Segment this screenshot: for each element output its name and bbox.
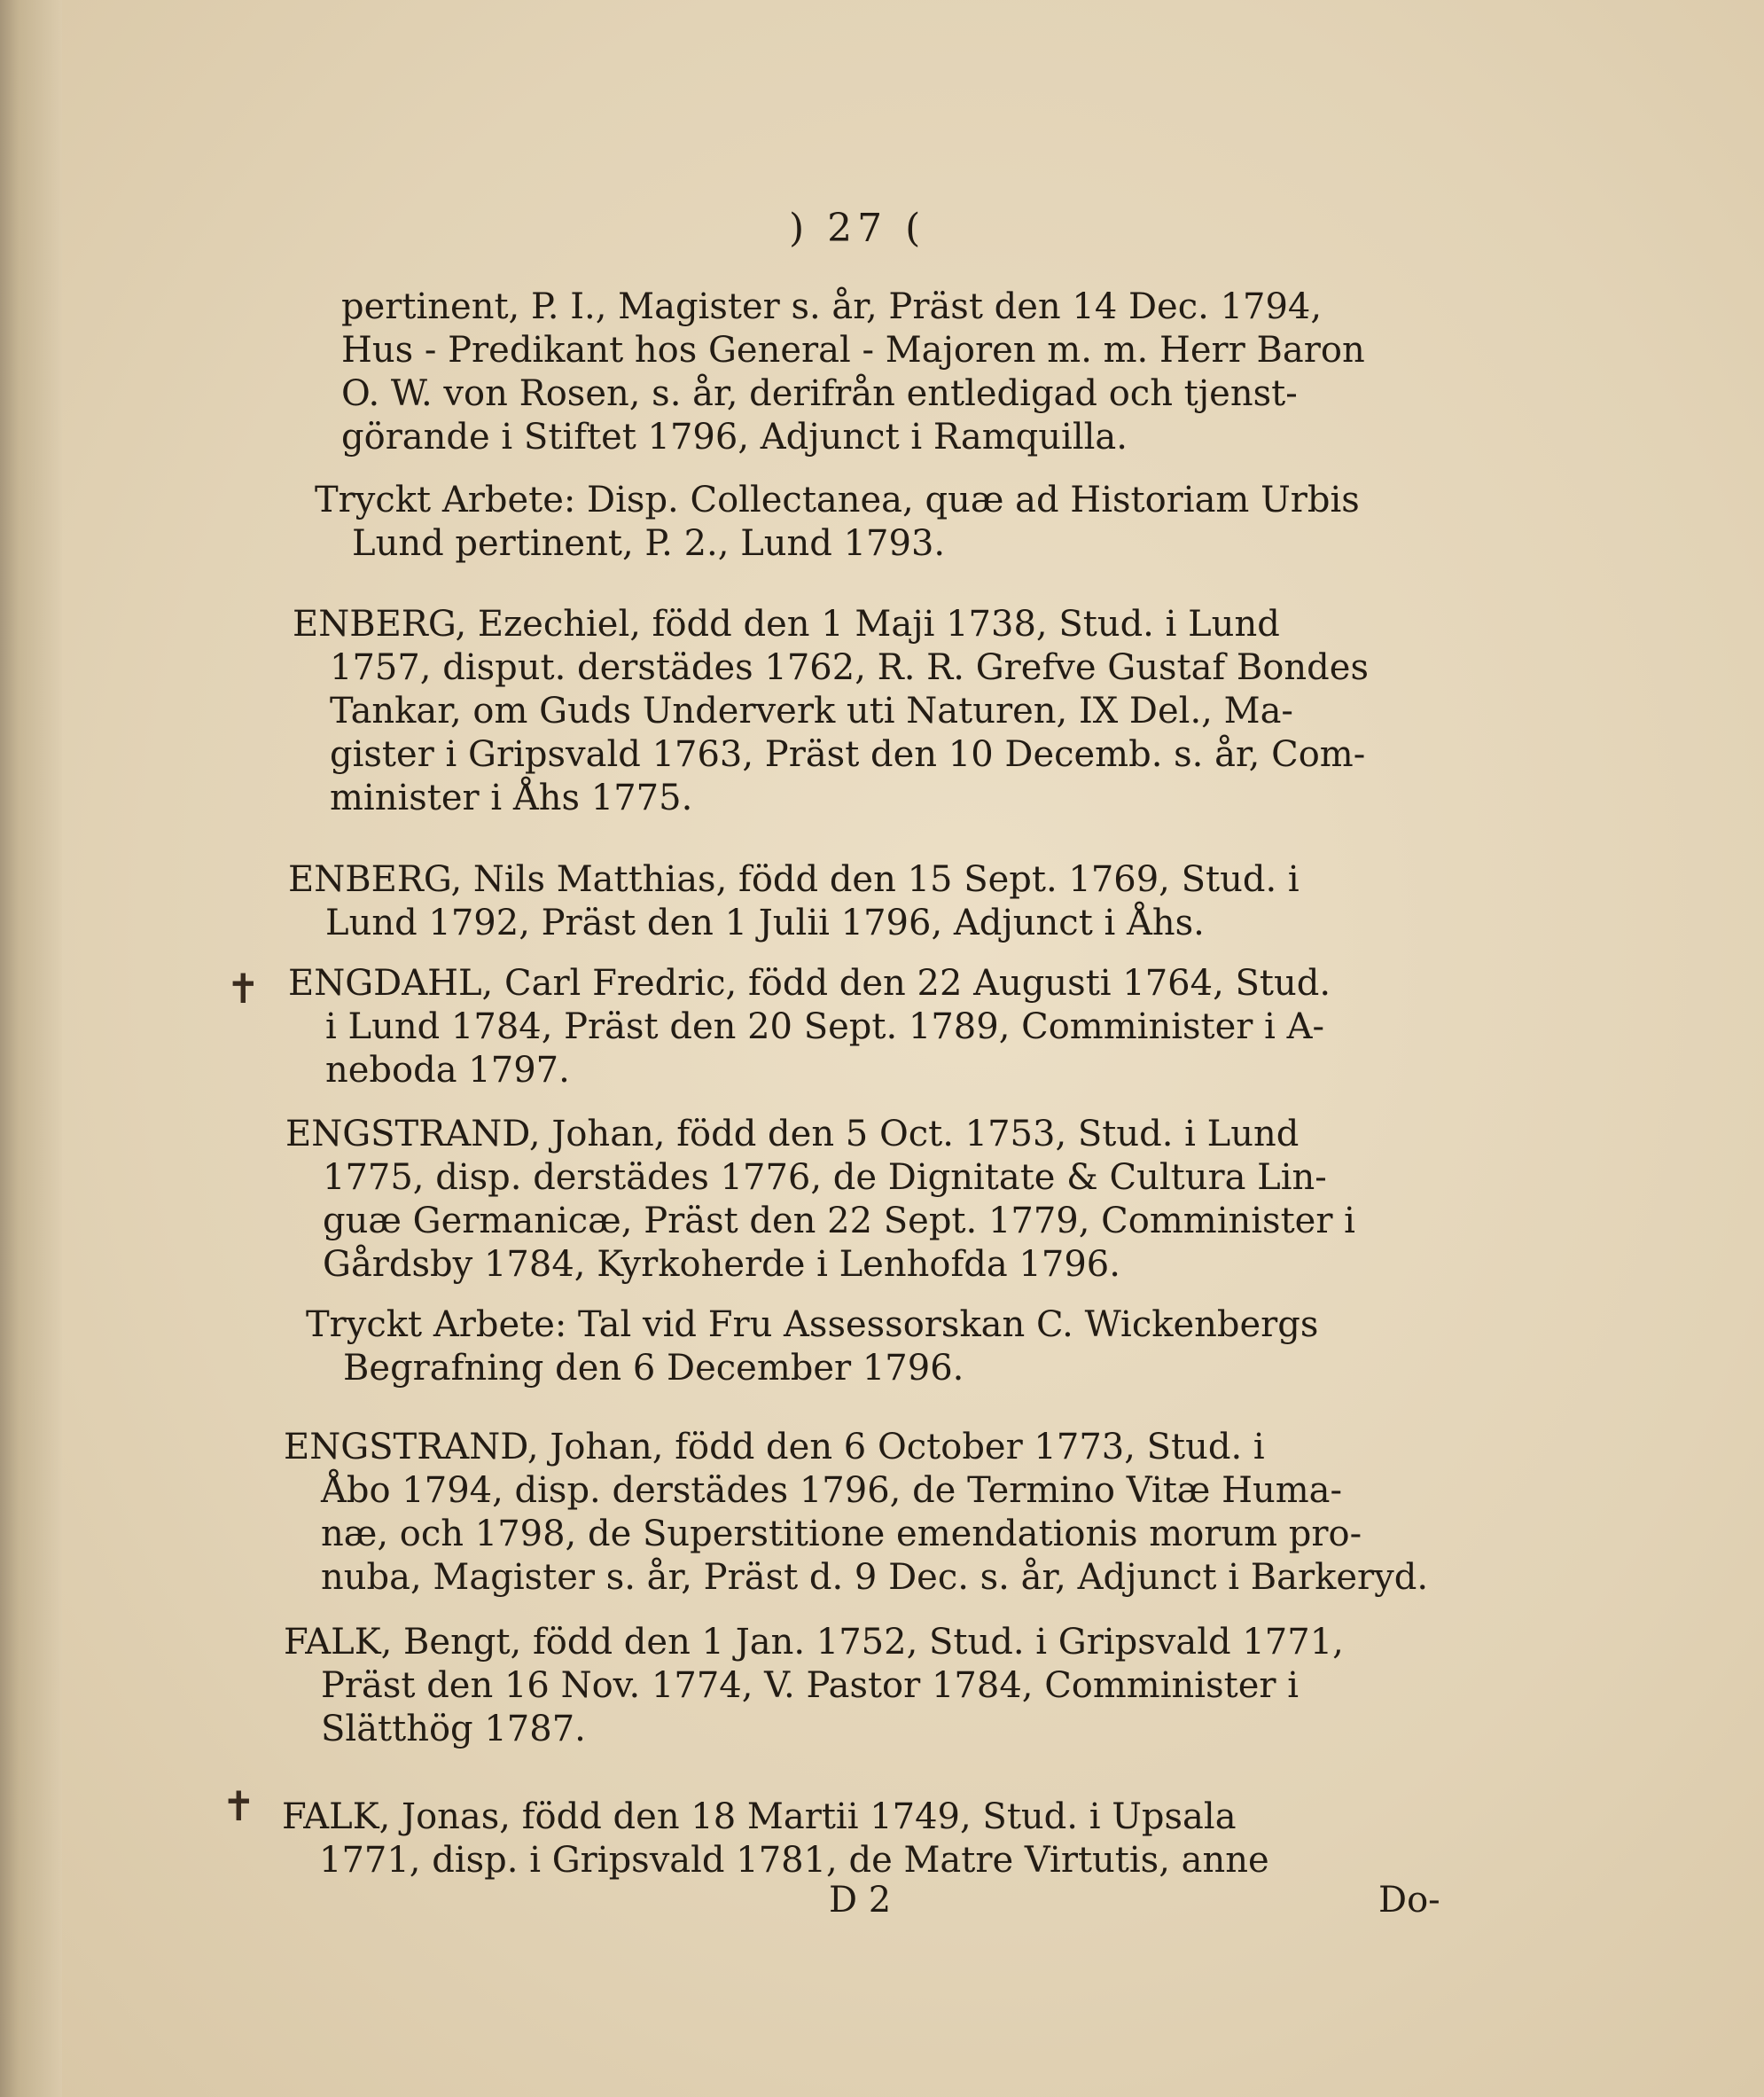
page-number: ) 27 ( bbox=[789, 206, 926, 251]
signature-mark: D 2 bbox=[829, 1880, 892, 1921]
text-line: ENBERG, Ezechiel, född den 1 Maji 1738, Stud. i Lund bbox=[293, 604, 1280, 645]
text-line: ENBERG, Nils Matthias, född den 15 Sept. 1769, Stud. i bbox=[288, 859, 1300, 900]
text-line: 1775, disp. derstädes 1776, de Dignitate & Cultura Lin- bbox=[323, 1157, 1327, 1198]
text-line: Tryckt Arbete: Disp. Collectanea, quæ ad Historiam Urbis bbox=[315, 480, 1360, 520]
binding-gutter bbox=[0, 0, 62, 2097]
marginal-cross-mark: ✝ bbox=[222, 1782, 256, 1830]
text-line: neboda 1797. bbox=[325, 1050, 570, 1091]
text-line: görande i Stiftet 1796, Adjunct i Ramquilla. bbox=[341, 417, 1128, 458]
text-line: Lund 1792, Präst den 1 Julii 1796, Adjunct i Åhs. bbox=[325, 903, 1205, 943]
text-line: O. W. von Rosen, s. år, derifrån entledigad och tjenst- bbox=[341, 373, 1298, 414]
entry-printed-work bbox=[315, 479, 1360, 566]
text-line: minister i Åhs 1775. bbox=[330, 778, 693, 818]
entry-enberg-ezechiel bbox=[293, 603, 1369, 820]
text-line: 1771, disp. i Gripsvald 1781, de Matre Virtutis, anne bbox=[319, 1840, 1269, 1881]
entry-continuation bbox=[341, 286, 1365, 459]
text-line: guæ Germanicæ, Präst den 22 Sept. 1779, Comminister i bbox=[323, 1201, 1355, 1241]
entry-enberg-nils bbox=[288, 858, 1300, 945]
entry-engdahl bbox=[288, 962, 1331, 1092]
entry-printed-work-2 bbox=[306, 1303, 1318, 1390]
entry-engstrand-1753 bbox=[285, 1113, 1355, 1287]
text-line: Åbo 1794, disp. derstädes 1796, de Termino Vitæ Huma- bbox=[321, 1470, 1343, 1511]
text-line: næ, och 1798, de Superstitione emendationis morum pro- bbox=[321, 1514, 1362, 1554]
text-line: gister i Gripsvald 1763, Präst den 10 Decemb. s. år, Com- bbox=[330, 734, 1366, 775]
text-line: pertinent, P. I., Magister s. år, Präst den 14 Dec. 1794, bbox=[341, 286, 1323, 327]
marginal-cross-mark: ✝ bbox=[226, 965, 261, 1013]
text-line: FALK, Jonas, född den 18 Martii 1749, Stud. i Upsala bbox=[282, 1796, 1237, 1837]
text-line: Hus - Predikant hos General - Majoren m. m. Herr Baron bbox=[341, 330, 1365, 371]
text-line: Präst den 16 Nov. 1774, V. Pastor 1784, Comminister i bbox=[321, 1665, 1299, 1706]
text-line: ENGSTRAND, Johan, född den 6 October 1773, Stud. i bbox=[284, 1427, 1265, 1467]
text-line: ENGSTRAND, Johan, född den 5 Oct. 1753, Stud. i Lund bbox=[285, 1114, 1300, 1154]
entry-engstrand-1773 bbox=[284, 1426, 1428, 1600]
text-line: Slätthög 1787. bbox=[321, 1709, 586, 1749]
text-line: Tankar, om Guds Underverk uti Naturen, IX Del., Ma- bbox=[330, 691, 1293, 732]
text-line: Tryckt Arbete: Tal vid Fru Assessorskan C. Wickenbergs bbox=[306, 1304, 1319, 1345]
text-line: Lund pertinent, P. 2., Lund 1793. bbox=[352, 523, 946, 564]
text-line: ENGDAHL, Carl Fredric, född den 22 Augusti 1764, Stud. bbox=[288, 963, 1331, 1004]
text-line: i Lund 1784, Präst den 20 Sept. 1789, Comminister i A- bbox=[325, 1006, 1325, 1047]
text-line: FALK, Bengt, född den 1 Jan. 1752, Stud. i Gripsvald 1771, bbox=[284, 1622, 1344, 1663]
text-line: nuba, Magister s. år, Präst d. 9 Dec. s. år, Adjunct i Barkeryd. bbox=[321, 1557, 1429, 1598]
text-line: Begrafning den 6 December 1796. bbox=[343, 1348, 964, 1389]
catchword: Do- bbox=[1378, 1880, 1440, 1921]
text-line: Gårdsby 1784, Kyrkoherde i Lenhofda 1796. bbox=[323, 1244, 1120, 1285]
entry-falk-bengt bbox=[284, 1621, 1344, 1751]
text-line: 1757, disput. derstädes 1762, R. R. Grefve Gustaf Bondes bbox=[330, 647, 1369, 688]
entry-falk-jonas bbox=[282, 1796, 1269, 1882]
